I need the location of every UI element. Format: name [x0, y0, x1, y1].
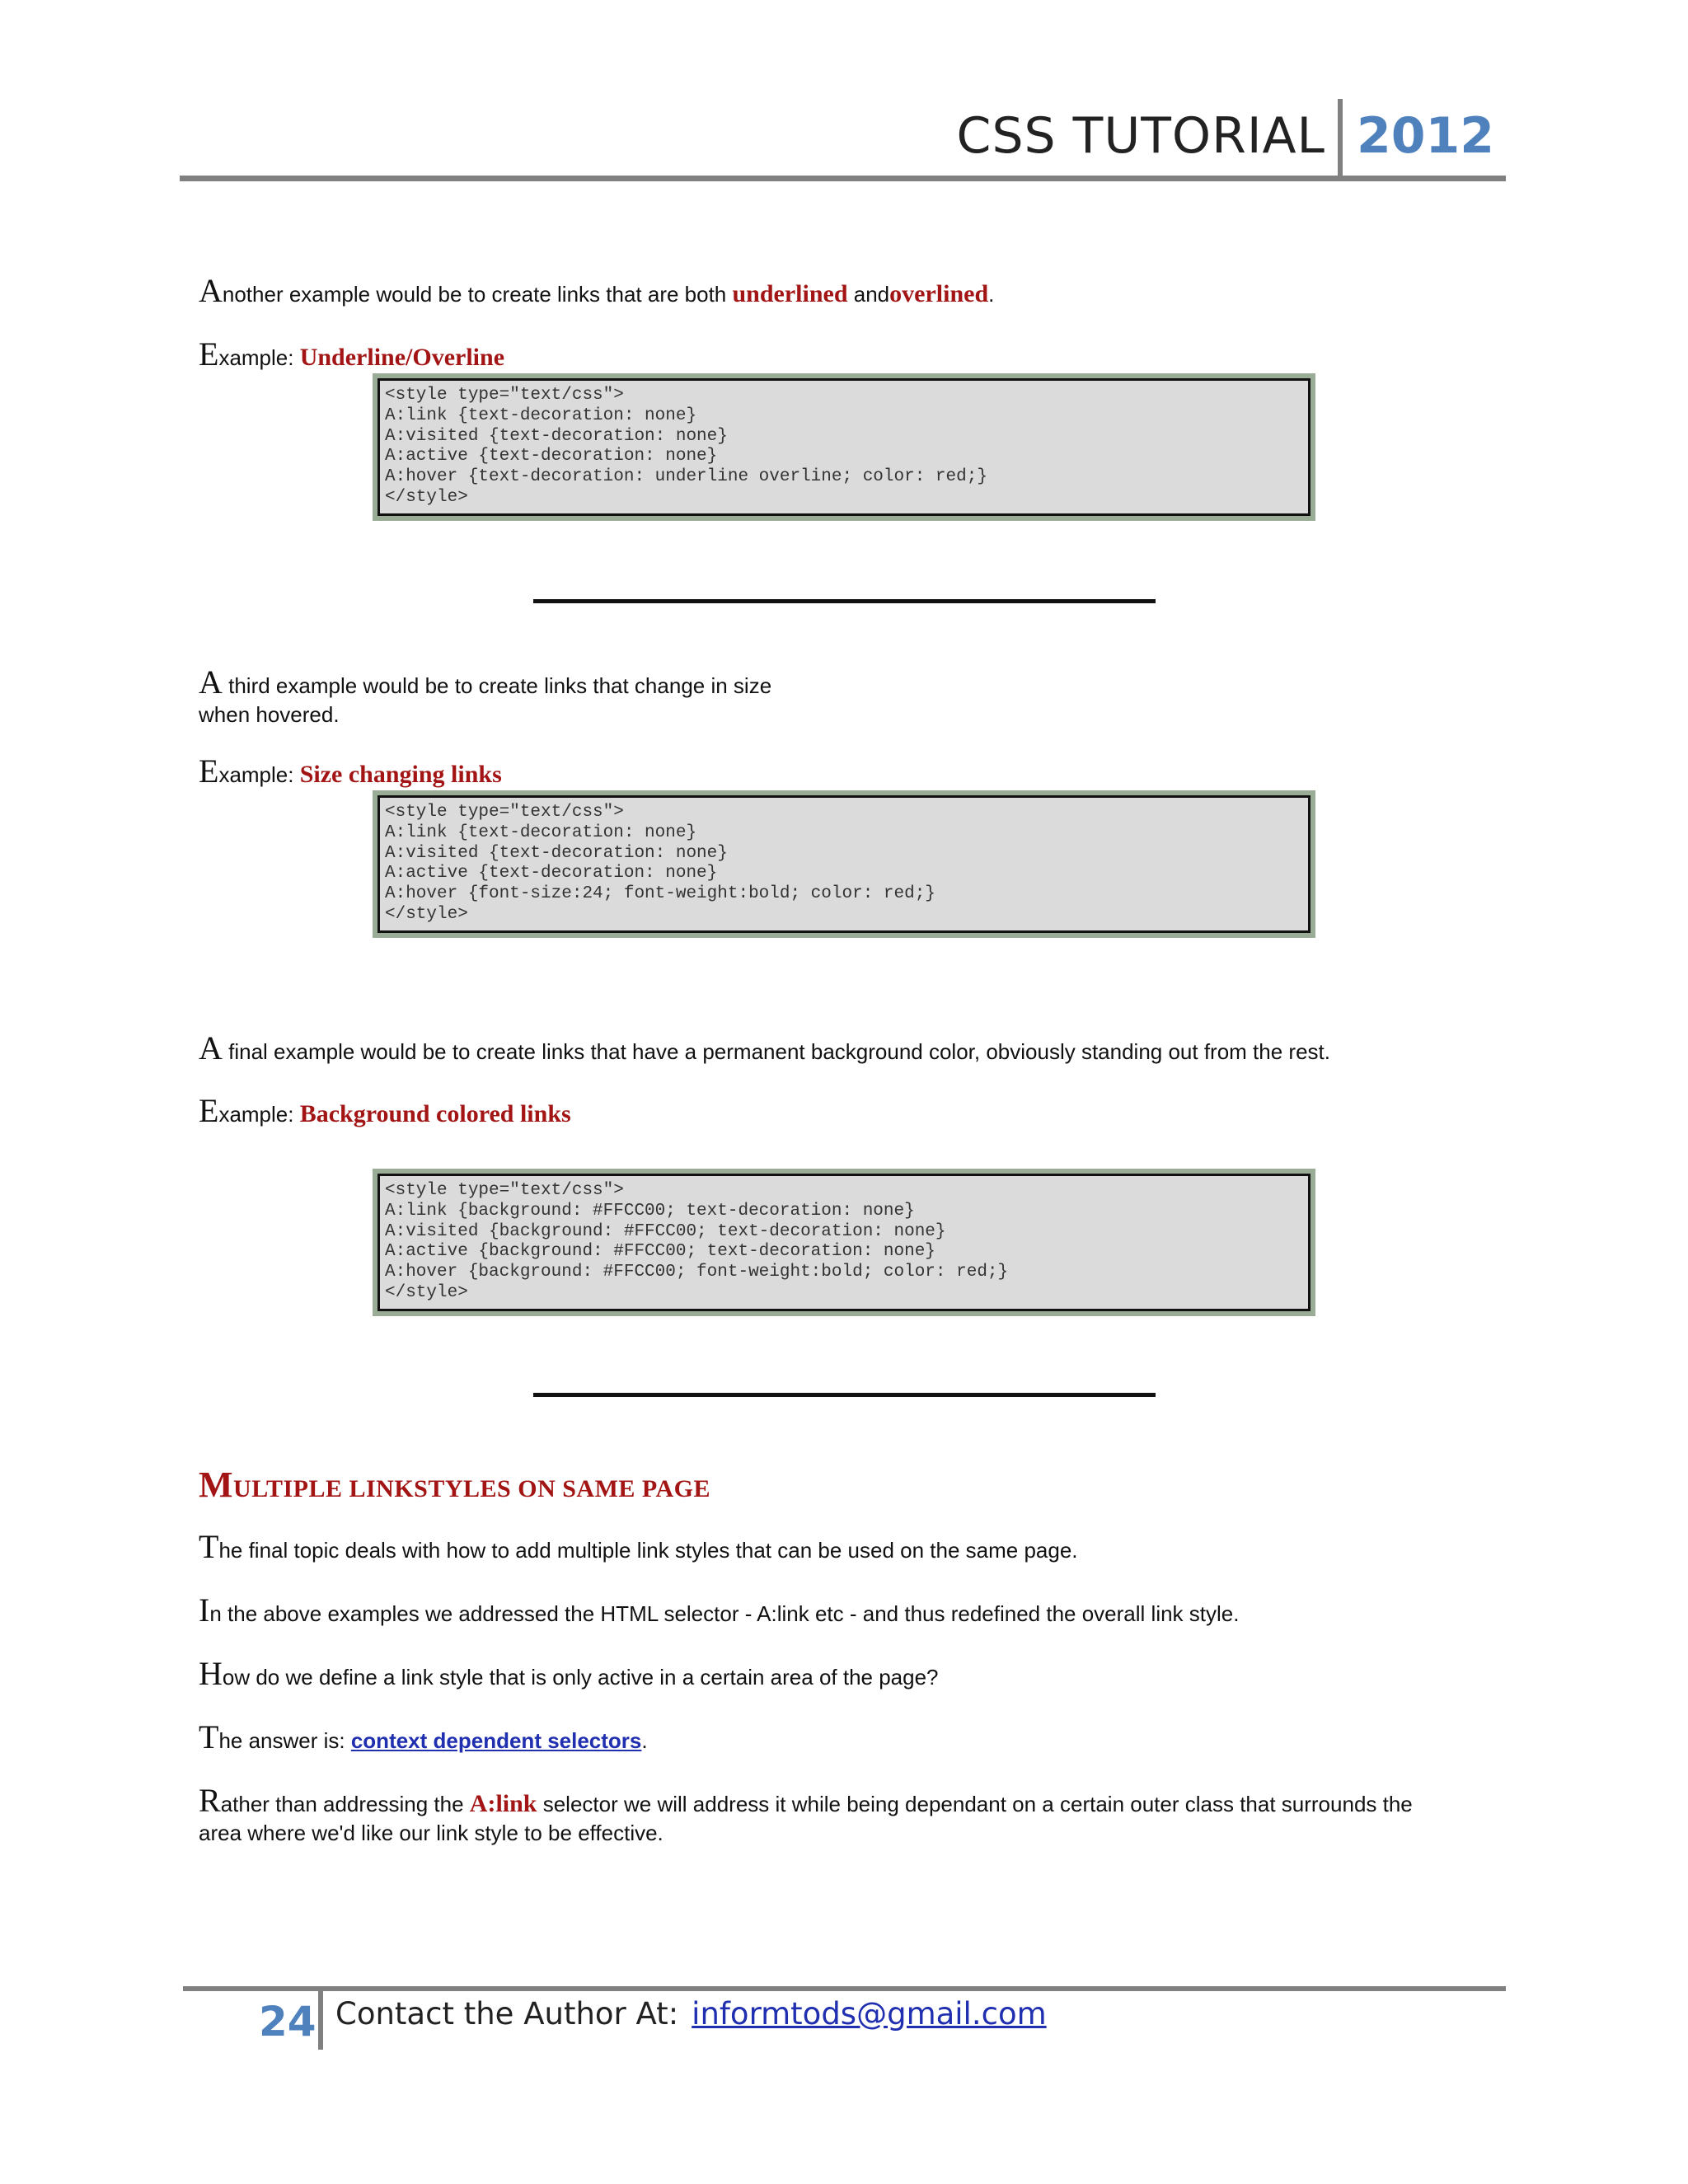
intro2-line1: third example would be to create links that change in size [222, 673, 772, 698]
heading-rest: ULTIPLE LINKSTYLES ON SAME PAGE [233, 1475, 711, 1502]
body-paragraph-4 [199, 1718, 648, 1755]
header-title: CSS TUTORIAL [956, 107, 1325, 165]
example-label-2 [199, 752, 502, 790]
drop-cap: I [199, 1591, 210, 1629]
drop-cap: E [199, 1092, 219, 1129]
drop-cap: E [199, 752, 219, 790]
intro1-text: nother example would be to create links that are both [222, 282, 733, 307]
body-paragraph-5 [199, 1782, 1413, 1848]
footer-rule [183, 1986, 1506, 1991]
example-prefix: xample: [218, 762, 300, 787]
drop-cap: T [199, 1528, 219, 1565]
email-link[interactable]: informtods@gmail.com [692, 1996, 1047, 2032]
body-paragraph-2 [199, 1591, 1240, 1629]
footer-separator [318, 1989, 323, 2050]
drop-cap: A [199, 272, 223, 309]
footer-contact [335, 1996, 1047, 2032]
example-title: Background colored links [299, 1100, 571, 1127]
code-block: <style type="text/css"> A:link {text-decoration: none} A:visited {text-decoration: none} A:active {text-decoration: none} A:hover {font-size:24; font-weight:bold; color: red;} </style> [377, 795, 1311, 933]
highlight-underlined: underlined [732, 280, 848, 307]
intro1-mid: and [847, 282, 890, 307]
page-number: 24 [259, 1998, 316, 2046]
code-box-1 [373, 373, 1315, 521]
p1-text: he final topic deals with how to add multiple link styles that can be used on the same page. [218, 1538, 1078, 1563]
p5-text2: selector we will address it while being dependant on a certain outer class that surrounds the [537, 1792, 1413, 1816]
header-separator [1338, 99, 1343, 178]
highlight-overlined: overlined [889, 280, 989, 307]
code-block: <style type="text/css"> A:link {background: #FFCC00; text-decoration: none} A:visited {background: #FFCC00; text-decoration: none} A:active {background: #FFCC00; text-decoration: none} A:hover {background: #FFCC00; font-weight:bold; color: red;} </style> [377, 1174, 1311, 1311]
header-rule [180, 176, 1506, 181]
code-term: A:link [469, 1790, 537, 1817]
context-selectors-link[interactable]: context dependent selectors [350, 1728, 642, 1753]
intro-paragraph-1 [199, 272, 995, 309]
example-prefix: xample: [218, 345, 300, 370]
header-year: 2012 [1357, 107, 1494, 165]
drop-cap: A [199, 663, 223, 701]
intro-paragraph-2 [199, 663, 772, 729]
code-box-2 [373, 790, 1315, 938]
heading-cap: M [199, 1465, 234, 1505]
drop-cap: T [199, 1718, 219, 1755]
section-heading [199, 1464, 710, 1506]
horizontal-rule [533, 1393, 1156, 1397]
code-box-3 [373, 1169, 1315, 1316]
example-label-1 [199, 335, 505, 373]
example-prefix: xample: [218, 1102, 300, 1127]
p5-text1: ather than addressing the [220, 1792, 470, 1816]
drop-cap: R [199, 1782, 221, 1819]
body-paragraph-1 [199, 1528, 1078, 1565]
intro1-end: . [988, 282, 995, 307]
intro3-text: final example would be to create links that have a permanent background color, obviously standing out from the rest. [222, 1039, 1330, 1064]
drop-cap: E [199, 335, 219, 373]
p4-text: he answer is: [218, 1728, 351, 1753]
p5-line2: area where we'd like our link style to be effective. [199, 1821, 663, 1845]
p4-end: . [641, 1728, 648, 1753]
body-paragraph-3 [199, 1655, 939, 1692]
code-block: <style type="text/css"> A:link {text-decoration: none} A:visited {text-decoration: none} A:active {text-decoration: none} A:hover {text-decoration: underline overline; color: red;} </style> [377, 378, 1311, 516]
example-title: Underline/Overline [299, 344, 505, 371]
intro2-line2: when hovered. [199, 702, 340, 727]
p3-text: ow do we define a link style that is only active in a certain area of the page? [222, 1665, 939, 1690]
example-label-3 [199, 1092, 571, 1129]
contact-label: Contact the Author At: [335, 1996, 679, 2032]
drop-cap: H [199, 1655, 223, 1692]
p2-text: n the above examples we addressed the HTML selector - A:link etc - and thus redefined the overall link style. [209, 1601, 1240, 1626]
intro-paragraph-3 [199, 1029, 1330, 1066]
horizontal-rule [533, 599, 1156, 603]
drop-cap: A [199, 1029, 223, 1066]
example-title: Size changing links [299, 761, 502, 788]
